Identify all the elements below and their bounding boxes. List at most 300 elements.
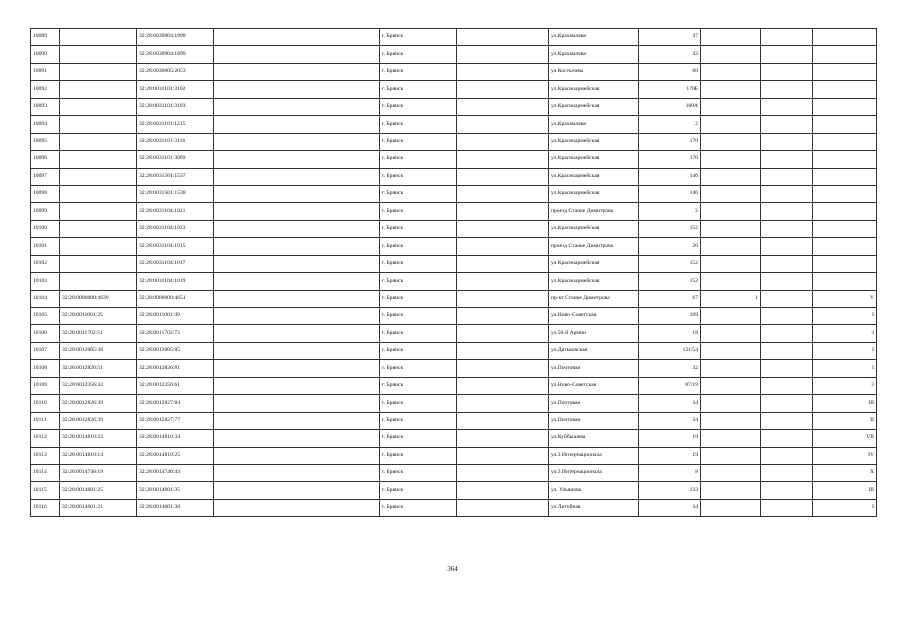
cell-record-number: 10095 [31,133,60,150]
cell-city: г. Брянск [380,377,457,394]
records-table [30,28,877,517]
cell-extra-col [701,325,761,342]
cell-extra-col [701,133,761,150]
cell-blank-col [214,151,380,168]
cell-unit-number: X [813,464,877,481]
cell-blank-col-3 [761,430,813,447]
cell-extra-col [701,220,761,237]
cell-street: ул.Красноармейская [549,81,639,98]
cell-blank-col-3 [761,377,813,394]
cell-parcel-number: 32:28:0014810:23 [60,430,137,447]
cell-blank-col-3 [761,447,813,464]
cell-street: ул.Крахмалева [549,116,639,133]
cell-blank-col-2 [457,29,549,46]
cell-blank-col-2 [457,63,549,80]
cell-blank-col-3 [761,325,813,342]
cell-house-number: 47 [639,29,701,46]
cell-blank-col-2 [457,81,549,98]
cell-blank-col [214,360,380,377]
table-row [31,290,877,307]
table-row [31,203,877,220]
cell-cadastral-number: 32:28:0031104:1015 [137,238,214,255]
cell-street: ул.Ново-Советская [549,377,639,394]
cell-unit-number: II [813,412,877,429]
cell-house-number: 20 [639,238,701,255]
cell-house-number: 152 [639,255,701,272]
table-row [31,308,877,325]
cell-street: ул. Ульянова [549,482,639,499]
cell-extra-col [701,377,761,394]
cell-record-number: 10108 [31,360,60,377]
table-row [31,499,877,516]
cell-blank-col-2 [457,185,549,202]
cell-unit-number [813,133,877,150]
cell-cadastral-number: 32:28:0030904:1898 [137,29,214,46]
cell-blank-col-3 [761,81,813,98]
cell-blank-col [214,116,380,133]
cell-blank-col [214,81,380,98]
cell-city: г. Брянск [380,430,457,447]
table-row [31,185,877,202]
cell-city: г. Брянск [380,273,457,290]
cell-extra-col [701,447,761,464]
table-row [31,430,877,447]
cell-extra-col [701,412,761,429]
cell-parcel-number: 32:28:0014601:21 [60,499,137,516]
cell-cadastral-number: 32:28:0012005:85 [137,342,214,359]
cell-unit-number [813,168,877,185]
cell-extra-col [701,464,761,481]
cell-extra-col [701,482,761,499]
cell-extra-col [701,203,761,220]
cell-city: г. Брянск [380,255,457,272]
cell-blank-col-2 [457,464,549,481]
cell-blank-col-2 [457,447,549,464]
cell-city: г. Брянск [380,151,457,168]
cell-street: ул.Красноармейская [549,98,639,115]
cell-cadastral-number: 32:28:0012827:77 [137,412,214,429]
cell-blank-col [214,98,380,115]
cell-cadastral-number: 32:28:0014810:34 [137,430,214,447]
cell-record-number: 10110 [31,395,60,412]
cell-extra-col [701,255,761,272]
cell-city: г. Брянск [380,81,457,98]
cell-parcel-number: 32:28:0011001:35 [60,308,137,325]
cell-unit-number: I [813,308,877,325]
cell-blank-col-3 [761,412,813,429]
table-row [31,63,877,80]
cell-blank-col-3 [761,482,813,499]
table-row [31,238,877,255]
cell-cadastral-number: 32:28:0011001:49 [137,308,214,325]
cell-blank-col-3 [761,464,813,481]
cell-blank-col [214,430,380,447]
cell-house-number: 32 [639,360,701,377]
table-row [31,116,877,133]
cell-blank-col-2 [457,133,549,150]
cell-record-number: 10104 [31,290,60,307]
cell-blank-col-2 [457,430,549,447]
cell-house-number: 146 [639,185,701,202]
cell-parcel-number [60,185,137,202]
cell-blank-col-3 [761,203,813,220]
cell-street: ул.Крахмалева [549,29,639,46]
cell-extra-col [701,395,761,412]
cell-cadastral-number: 32:28:0031101:3102 [137,81,214,98]
cell-house-number: 19 [639,430,701,447]
cell-blank-col [214,395,380,412]
cell-blank-col-2 [457,412,549,429]
cell-blank-col [214,203,380,220]
table-row [31,46,877,63]
cell-parcel-number [60,81,137,98]
cell-parcel-number [60,203,137,220]
cell-unit-number [813,116,877,133]
cell-street: ул.Костычева [549,63,639,80]
cell-blank-col-3 [761,290,813,307]
cell-house-number: 2 [639,116,701,133]
cell-record-number: 10106 [31,325,60,342]
cell-blank-col-2 [457,238,549,255]
cell-cadastral-number: 32:28:0031104:1019 [137,273,214,290]
cell-unit-number: V [813,290,877,307]
cell-record-number: 10090 [31,46,60,63]
cell-blank-col-2 [457,325,549,342]
cell-blank-col-2 [457,395,549,412]
cell-record-number: 10099 [31,203,60,220]
cell-cadastral-number: 32:28:0031104:1017 [137,255,214,272]
cell-blank-col-3 [761,308,813,325]
cell-blank-col-3 [761,63,813,80]
cell-parcel-number [60,29,137,46]
cell-unit-number [813,220,877,237]
cell-record-number: 10114 [31,464,60,481]
cell-house-number: 2 [639,203,701,220]
cell-blank-col [214,482,380,499]
cell-blank-col-2 [457,360,549,377]
cell-blank-col-3 [761,220,813,237]
cell-unit-number: III [813,482,877,499]
cell-unit-number: I [813,360,877,377]
cell-extra-col [701,168,761,185]
table-row [31,220,877,237]
cell-blank-col [214,238,380,255]
cell-city: г. Брянск [380,116,457,133]
cell-blank-col [214,377,380,394]
cell-unit-number: 3 [813,377,877,394]
cell-extra-col: 1 [701,290,761,307]
cell-parcel-number [60,46,137,63]
cell-blank-col-2 [457,499,549,516]
cell-house-number: 8 [639,464,701,481]
cell-blank-col-2 [457,203,549,220]
cell-street: ул.Крахмалева [549,46,639,63]
cell-record-number: 10096 [31,151,60,168]
cell-blank-col-2 [457,98,549,115]
cell-unit-number: IV [813,447,877,464]
cell-parcel-number [60,116,137,133]
cell-extra-col [701,151,761,168]
cell-parcel-number: 32:28:0014810:14 [60,447,137,464]
cell-extra-col [701,29,761,46]
cell-record-number: 10107 [31,342,60,359]
cell-blank-col-3 [761,255,813,272]
cell-parcel-number: 32:28:0012826:39 [60,395,137,412]
cell-street: ул.3 Интернационала [549,447,639,464]
cell-record-number: 10109 [31,377,60,394]
cell-street: проезд Станке Димитрова [549,238,639,255]
table-row [31,81,877,98]
cell-cadastral-number: 32:28:0000000:4651 [137,290,214,307]
cell-city: г. Брянск [380,203,457,220]
cell-blank-col-2 [457,151,549,168]
cell-house-number: 18 [639,325,701,342]
cell-unit-number [813,29,877,46]
cell-unit-number [813,46,877,63]
cell-city: г. Брянск [380,360,457,377]
cell-unit-number [813,255,877,272]
cell-record-number: 10115 [31,482,60,499]
cell-blank-col [214,220,380,237]
table-row [31,133,877,150]
cell-parcel-number: 32:28:0012826:39 [60,412,137,429]
cell-city: г. Брянск [380,220,457,237]
table-row [31,151,877,168]
cell-blank-col [214,412,380,429]
cell-blank-col-2 [457,342,549,359]
cell-house-number: 67 [639,290,701,307]
cell-record-number: 10094 [31,116,60,133]
cell-blank-col-3 [761,342,813,359]
cell-street: ул.Куйбышева [549,430,639,447]
cell-record-number: 10091 [31,63,60,80]
cell-city: г. Брянск [380,63,457,80]
cell-record-number: 10112 [31,430,60,447]
cell-blank-col-3 [761,185,813,202]
cell-blank-col [214,464,380,481]
cell-record-number: 10116 [31,499,60,516]
cell-city: г. Брянск [380,482,457,499]
cell-record-number: 10089 [31,29,60,46]
cell-street: ул.Красноармейская [549,185,639,202]
cell-house-number: 34 [639,412,701,429]
cell-blank-col-3 [761,151,813,168]
cell-blank-col-2 [457,255,549,272]
cell-blank-col-3 [761,238,813,255]
cell-house-number: 160А [639,98,701,115]
cell-blank-col-2 [457,482,549,499]
cell-extra-col [701,430,761,447]
cell-parcel-number [60,273,137,290]
cell-parcel-number: 32:28:0011702:51 [60,325,137,342]
cell-city: г. Брянск [380,308,457,325]
table-row [31,482,877,499]
cell-house-number: 170 [639,133,701,150]
cell-record-number: 10113 [31,447,60,464]
cell-unit-number [813,151,877,168]
cell-cadastral-number: 32:28:0031101:1215 [137,116,214,133]
cell-cadastral-number: 32:28:0011702:73 [137,325,214,342]
cell-record-number: 10105 [31,308,60,325]
cell-unit-number: 3 [813,325,877,342]
cell-street: проезд Станке Димитрова [549,203,639,220]
cell-street: ул.Почтовая [549,360,639,377]
cell-city: г. Брянск [380,499,457,516]
table-row [31,395,877,412]
cell-city: г. Брянск [380,168,457,185]
cell-parcel-number: 32:28:0014740:19 [60,464,137,481]
cell-blank-col-3 [761,360,813,377]
cell-blank-col-2 [457,46,549,63]
cell-blank-col [214,255,380,272]
cell-blank-col-3 [761,29,813,46]
cell-street: ул.Красноармейская [549,168,639,185]
cell-parcel-number [60,255,137,272]
cell-record-number: 10101 [31,238,60,255]
cell-record-number: 10093 [31,98,60,115]
cell-cadastral-number: 32:28:0031104:1023 [137,220,214,237]
cell-street: ул.Красноармейская [549,151,639,168]
cell-cadastral-number: 32:28:0012827:84 [137,395,214,412]
cell-city: г. Брянск [380,133,457,150]
cell-blank-col [214,273,380,290]
cell-unit-number: I [813,342,877,359]
cell-house-number: 19 [639,447,701,464]
cell-house-number: 170 [639,151,701,168]
cell-street: ул.Литейная [549,499,639,516]
cell-parcel-number [60,98,137,115]
cell-record-number: 10111 [31,412,60,429]
cell-street: ул.Красноармейская [549,255,639,272]
cell-unit-number: III [813,395,877,412]
cell-blank-col [214,290,380,307]
cell-cadastral-number: 32:28:0030904:1899 [137,46,214,63]
table-row [31,29,877,46]
cell-house-number: 34 [639,395,701,412]
cell-house-number: 87/19 [639,377,701,394]
cell-city: г. Брянск [380,185,457,202]
cell-house-number: 109 [639,308,701,325]
cell-record-number: 10097 [31,168,60,185]
cell-cadastral-number: 32:28:0031101:3089 [137,151,214,168]
cell-cadastral-number: 32:28:0031501:1538 [137,185,214,202]
cell-blank-col-3 [761,46,813,63]
cell-street: ул.Красноармейская [549,133,639,150]
cell-blank-col-2 [457,273,549,290]
cell-blank-col-3 [761,168,813,185]
cell-street: ул.Почтовая [549,412,639,429]
table-row [31,342,877,359]
cell-blank-col-3 [761,133,813,150]
table-row [31,412,877,429]
cell-blank-col [214,499,380,516]
cell-cadastral-number: 32:28:0012826:81 [137,360,214,377]
cell-extra-col [701,185,761,202]
cell-blank-col-2 [457,168,549,185]
cell-parcel-number [60,133,137,150]
cell-blank-col [214,29,380,46]
cell-street: ул.Красноармейская [549,273,639,290]
cell-city: г. Брянск [380,447,457,464]
table-row [31,447,877,464]
cell-house-number: 152 [639,273,701,290]
cell-parcel-number: 32:28:0012356:32 [60,377,137,394]
cell-extra-col [701,308,761,325]
cell-blank-col [214,133,380,150]
cell-cadastral-number: 32:28:0014740:43 [137,464,214,481]
cell-parcel-number [60,151,137,168]
cell-street: пр-кт Станке Димитрова [549,290,639,307]
cell-unit-number [813,81,877,98]
cell-unit-number [813,273,877,290]
cell-blank-col-3 [761,395,813,412]
cell-record-number: 10100 [31,220,60,237]
cell-unit-number [813,203,877,220]
cell-house-number: 121/54 [639,342,701,359]
cell-cadastral-number: 32:28:0031101:3103 [137,98,214,115]
table-row [31,168,877,185]
cell-blank-col-2 [457,377,549,394]
cell-extra-col [701,81,761,98]
cell-blank-col [214,168,380,185]
cell-cadastral-number: 32:28:0030605:2053 [137,63,214,80]
table-row [31,255,877,272]
cell-street: ул.3 Интернационала [549,464,639,481]
cell-blank-col-2 [457,116,549,133]
cell-cadastral-number: 32:28:0014601:38 [137,499,214,516]
table-body [31,29,877,517]
cell-city: г. Брянск [380,98,457,115]
cell-city: г. Брянск [380,342,457,359]
cell-city: г. Брянск [380,325,457,342]
cell-street: ул.Красноармейская [549,220,639,237]
table-row [31,273,877,290]
cell-record-number: 10103 [31,273,60,290]
cell-parcel-number [60,238,137,255]
cell-house-number: 133 [639,482,701,499]
cell-unit-number [813,98,877,115]
cell-city: г. Брянск [380,29,457,46]
cell-blank-col-3 [761,273,813,290]
cell-blank-col [214,185,380,202]
cell-city: г. Брянск [380,412,457,429]
table-row [31,377,877,394]
table-row [31,360,877,377]
cell-city: г. Брянск [380,290,457,307]
cell-house-number: 60 [639,63,701,80]
table-row [31,98,877,115]
cell-unit-number: I [813,499,877,516]
cell-city: г. Брянск [380,464,457,481]
cell-blank-col-2 [457,220,549,237]
cell-street: ул.Дятьковская [549,342,639,359]
cell-cadastral-number: 32:28:0031104:1021 [137,203,214,220]
cell-parcel-number: 32:28:0000000:4639 [60,290,137,307]
cell-parcel-number [60,168,137,185]
cell-blank-col-2 [457,290,549,307]
table-row [31,464,877,481]
cell-blank-col [214,447,380,464]
table-row [31,325,877,342]
cell-parcel-number: 32:28:0012826:51 [60,360,137,377]
cell-parcel-number: 32:28:0014601:25 [60,482,137,499]
cell-unit-number [813,185,877,202]
cell-blank-col-3 [761,98,813,115]
cell-city: г. Брянск [380,46,457,63]
cell-house-number: 34 [639,499,701,516]
cell-extra-col [701,238,761,255]
cell-cadastral-number: 32:28:0014810:25 [137,447,214,464]
